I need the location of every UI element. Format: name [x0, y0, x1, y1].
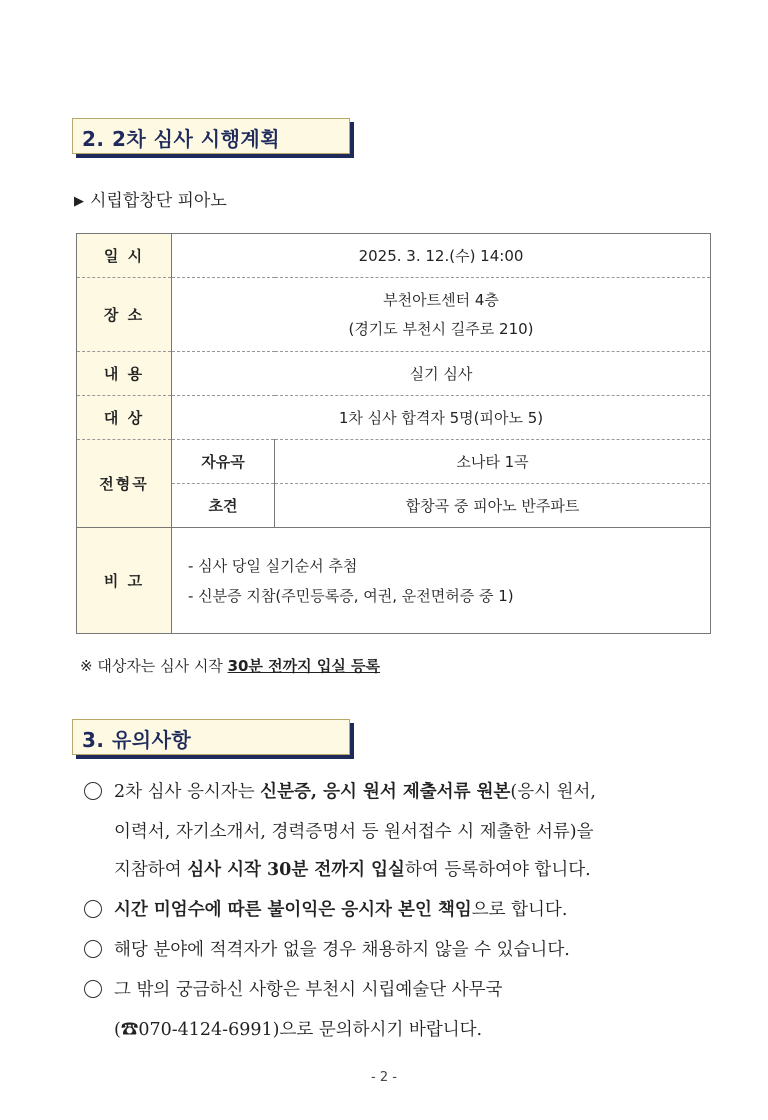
remark-1: - 심사 당일 실기순서 추첨 [188, 556, 358, 575]
remarks-label: 비 고 [77, 528, 172, 634]
notice-2-text-bold: 시간 미엄수에 따른 불이익은 응시자 본인 책임 [114, 900, 472, 920]
section-2-heading [72, 118, 352, 156]
notice-3-text: 해당 분야에 적격자가 없을 경우 채용하지 않을 수 있습니다. [114, 940, 570, 960]
notice-item-1 [84, 778, 596, 803]
notice-1-text-c: (응시 원서, [510, 782, 596, 802]
table-row-remarks [77, 528, 711, 634]
notice-1-text-a: 2차 심사 응시자는 [114, 782, 261, 802]
remarks-value [172, 528, 711, 634]
free-piece-label: 자유곡 [172, 440, 275, 484]
notice-1-text-bold: 신분증, 응시 원서 제출서류 원본 [260, 782, 511, 802]
content-value: 실기 심사 [172, 352, 711, 396]
table-row-date [77, 234, 711, 278]
section-3-heading [72, 719, 352, 757]
note-emphasis: 30분 전까지 입실 등록 [227, 657, 381, 675]
remark-2: - 신분증 지참(주민등록증, 여권, 운전면허증 중 1) [188, 586, 514, 605]
notice-1-line3-a: 지참하여 [114, 860, 188, 880]
free-piece-value: 소나타 1곡 [275, 440, 711, 484]
content-label: 내 용 [77, 352, 172, 396]
circle-bullet-icon [84, 980, 102, 998]
date-value: 2025. 3. 12.(수) 14:00 [172, 234, 711, 278]
notice-4-text: 그 밖의 궁금하신 사항은 부천시 시립예술단 사무국 [114, 980, 503, 1000]
table-row-sight-reading [77, 484, 711, 528]
triangle-bullet-icon: ▶ [74, 194, 84, 209]
subheading-text: 시립합창단 피아노 [90, 191, 227, 211]
date-label: 일 시 [77, 234, 172, 278]
place-value [172, 278, 711, 352]
notice-item-4 [84, 976, 502, 1001]
sight-reading-label: 초견 [172, 484, 275, 528]
place-line2: (경기도 부천시 길주로 210) [348, 319, 534, 338]
target-label: 대 상 [77, 396, 172, 440]
schedule-table [76, 233, 711, 634]
registration-note [80, 655, 380, 676]
notice-item-3 [84, 936, 570, 961]
section-2-title: 2. 2차 심사 시행계획 [82, 127, 281, 151]
circle-bullet-icon [84, 782, 102, 800]
circle-bullet-icon [84, 940, 102, 958]
notice-item-1-line3 [114, 856, 591, 881]
notice-item-4-line2: (☎070-4124-6991)으로 문의하시기 바랍니다. [114, 1020, 483, 1040]
circle-bullet-icon [84, 900, 102, 918]
table-row-free-piece [77, 440, 711, 484]
table-row-place [77, 278, 711, 352]
note-prefix: ※ 대상자는 심사 시작 [80, 657, 228, 675]
notice-1-line3-bold: 심사 시작 30분 전까지 입실 [187, 860, 405, 880]
place-line1: 부천아트센터 4층 [383, 290, 499, 309]
notice-item-1-line2: 이력서, 자기소개서, 경력증명서 등 원서접수 시 제출한 서류)을 [114, 822, 594, 842]
table-row-content [77, 352, 711, 396]
place-label: 장 소 [77, 278, 172, 352]
notice-2-text: 으로 합니다. [471, 900, 568, 920]
table-row-target [77, 396, 711, 440]
notice-item-2 [84, 896, 567, 921]
notice-1-line3-c: 하여 등록하여야 합니다. [404, 860, 591, 880]
target-value: 1차 심사 합격자 5명(피아노 5) [172, 396, 711, 440]
sight-reading-value: 합창곡 중 피아노 반주파트 [275, 484, 711, 528]
page-number: - 2 - [371, 1070, 397, 1085]
section-3-title: 3. 유의사항 [82, 728, 192, 752]
repertoire-label: 전형곡 [77, 440, 172, 528]
subheading [74, 186, 227, 211]
